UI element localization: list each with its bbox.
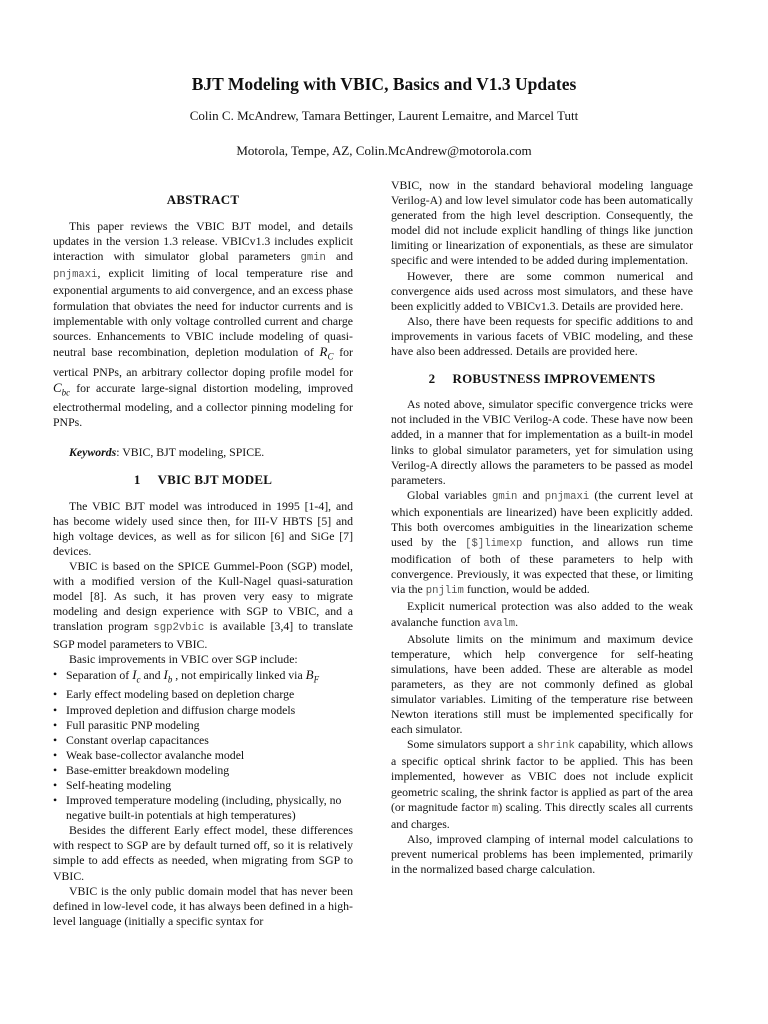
symbol-cbc: $C_{bc}$ <box>53 379 71 398</box>
list-item: • Weak base-collector avalanche model <box>53 748 353 763</box>
improvements-list <box>53 667 353 824</box>
section2-paragraph: Explicit numerical protection was also added to the weak avalanche function avalm. <box>391 599 693 630</box>
section1-heading: 1 VBIC BJT MODEL <box>133 471 273 487</box>
right-column <box>391 178 693 877</box>
section2-paragraph: Global variables gmin and pnjmaxi (the current level at which exponentials are linearized) have been explicitly added. This both overcomes ambiguities in the linearization scheme used by the [$]limexp function, and allows run time modification of both of these parameters to help with convergence. Previously, it was expected that these, or limiting via the pnjlim function, would be added. <box>391 487 693 598</box>
list-item: • Improved temperature modeling (including, physically, no negative built-in potentials at high temperatures) <box>53 793 353 823</box>
code-gmin: gmin <box>300 252 326 265</box>
list-item: • Constant overlap capacitances <box>53 733 353 748</box>
section1-paragraph: Basic improvements in VBIC over SGP include: <box>69 651 298 666</box>
paper-title: BJT Modeling with VBIC, Basics and V1.3 Updates <box>191 74 577 94</box>
code-sgp2vbic: sgp2vbic <box>153 622 205 635</box>
list-item: • Self-heating modeling <box>53 778 353 793</box>
section1-paragraph: Besides the different Early effect model, these differences with respect to SGP are by default turned off, so it is relatively simple to add effects as needed, when migrating from SGP to VBIC. <box>53 823 353 883</box>
section2-paragraph: As noted above, simulator specific convergence tricks were not included in the VBIC Verilog-A code. These have now been added, in a manner that for implementation as a built-in model links to global simulator parameters, yet for simulation using Verilog-A directly allows the parameters to be passed as model parameters. <box>391 397 693 487</box>
list-item: • Separation of $I_c$ and $I_b$ , not empirically linked via $B_F$ <box>53 667 353 688</box>
section2-paragraph: Some simulators support a shrink capability, which allows a specific optical shrink factor to be applied. This has been implemented, however as VBIC does not include explicit geometric scaling, the shrink factor is applied as part of the area (or magnitude factor m) scaling. This directly scales all currents and charges. <box>391 737 694 831</box>
code-pnjmaxi: pnjmaxi <box>53 269 98 282</box>
abstract-heading: ABSTRACT <box>166 192 240 207</box>
list-item: • Base-emitter breakdown modeling <box>53 763 353 778</box>
section1-paragraph: However, there are some common numerical and convergence aids used across most simulators, and these have been explicitly added to VBICv1.3. Details are provided here. <box>391 268 693 313</box>
section2-paragraph: Absolute limits on the minimum and maximum device temperature, which help convergence for self-heating simulations, have been added. These are alterable as model parameters, as they are not commonly defined as global simulator variables. Limiting of the temperature rise between Newton iterations still must be implemented specifically for each simulator. <box>391 631 693 737</box>
section1-paragraph-continuation: VBIC, now in the standard behavioral modeling language Verilog-A) and low level simulator code has been automatically generated from the high level description. Consequently, the model did not include explicit handling of things like junction limiting or linearization of exponentials, as these are simulator specific and were intended to be added during implementation. <box>391 178 693 268</box>
paper-affiliation: Motorola, Tempe, AZ, Colin.McAndrew@motorola.com <box>236 143 532 158</box>
left-column <box>53 178 353 959</box>
paper-authors: Colin C. McAndrew, Tamara Bettinger, Laurent Lemaitre, and Marcel Tutt <box>189 108 579 123</box>
section1-paragraph: The VBIC BJT model was introduced in 1995 [1-4], and has become widely used since then, for III-V HBTS [5] and high voltage devices, as well as for silicon [6] and SiGe [7] devices. <box>53 498 353 558</box>
section1-paragraph: Also, there have been requests for specific additions to and improvements in various facets of VBIC modeling, and these have also been addressed. Details are provided here. <box>391 313 693 359</box>
list-item: • Full parasitic PNP modeling <box>53 718 353 733</box>
section1-paragraph: VBIC is based on the SPICE Gummel-Poon (SGP) model, with a modified version of the Kull-Nagel quasi-saturation model [8]. As such, it has proven very easy to migrate modeling and design experience with SGP to VBIC, and a translation program sgp2vbic is available [3,4] to translate SGP model parameters to VBIC. <box>53 559 353 651</box>
section2-paragraph: Also, improved clamping of internal model calculations to prevent numerical problems has been implemented, primarily in the normalized based charge calculation. <box>391 831 693 877</box>
abstract-paragraph: This paper reviews the VBIC BJT model, and details updates in the version 1.3 release. VBICv1.3 includes explicit interaction with simulator global parameters gmin and pnjmaxi, explicit limiting of local temperature rise and exponential arguments to aid convergence, and an excess phase formulation that obviates the need for inductor currents and is implementable with only voltage controlled current and charge sources. Enhancements to VBIC include modeling of quasi-neutral base recombination, depletion modulation of $R_C$ for vertical PNPs, an arbitrary collector doping profile model for $C_{bc}$ for accurate large-signal distortion modeling, improved electrothermal modeling, and a collector pinning modeling for PNPs. <box>53 219 354 430</box>
section2-heading: 2 ROBUSTNESS IMPROVEMENTS <box>428 371 656 387</box>
section1-paragraph-continued: VBIC is the only public domain model that has never been defined in low-level code, it has always been defined in a high-level language (initially a specific syntax for <box>53 883 353 928</box>
list-item: • Early effect modeling based on depletion charge <box>53 687 353 702</box>
symbol-rc: $R_C$ <box>319 343 334 362</box>
keywords: Keywords: VBIC, BJT modeling, SPICE. <box>69 444 265 459</box>
keywords-label: Keywords <box>69 444 117 459</box>
list-item: • Improved depletion and diffusion charge models <box>53 703 353 718</box>
